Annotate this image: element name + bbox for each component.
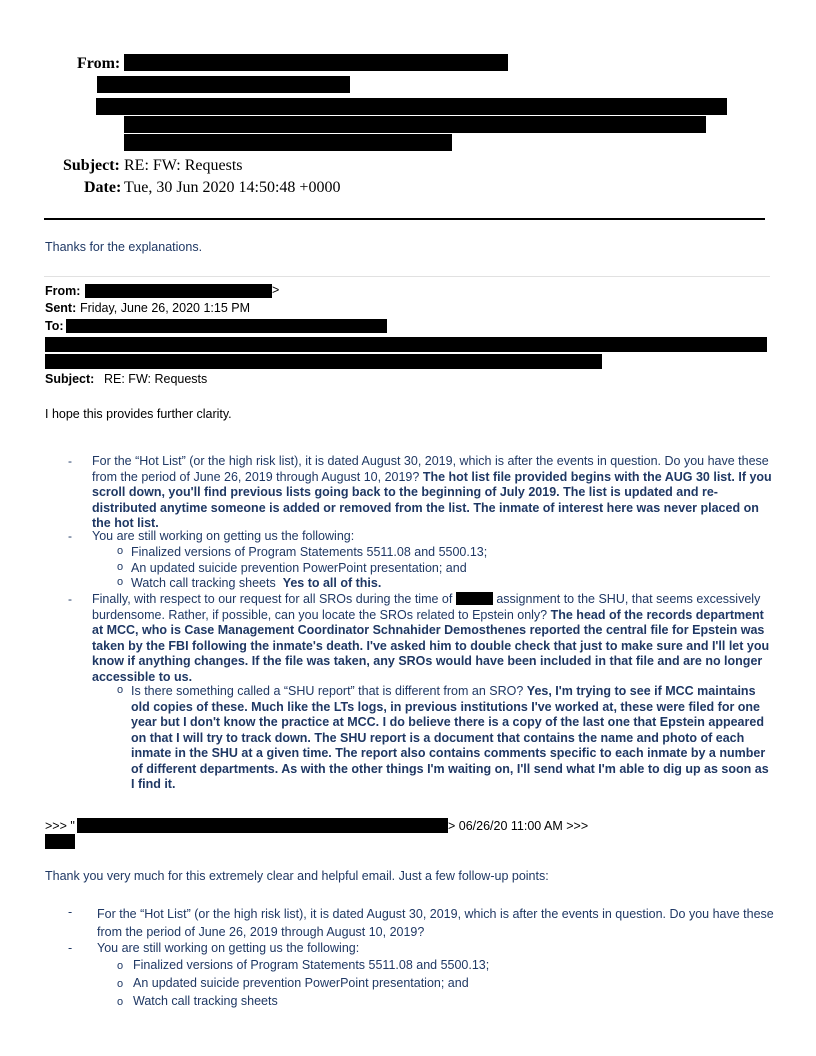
date-label: Date: [84, 179, 122, 196]
subject-value: RE: FW: Requests [124, 157, 243, 174]
quoted2-prefix: >>> " [45, 819, 75, 833]
sub-bullet-marker: o [117, 545, 124, 557]
sub-bullet-marker: o [117, 576, 124, 588]
redaction [97, 76, 350, 93]
quote-divider [44, 276, 770, 277]
sub-bullet-marker: o [117, 561, 124, 573]
redaction [45, 337, 767, 352]
sub-bullet-powerpoint: An updated suicide prevention PowerPoint presentation; and [131, 561, 467, 575]
quoted-from-suffix: > [272, 283, 280, 297]
redaction [45, 354, 602, 369]
sub-bullet-marker: o [117, 978, 124, 990]
quoted-intro: I hope this provides further clarity. [45, 407, 232, 421]
bullet-dash: - [68, 941, 73, 955]
redaction [77, 818, 448, 833]
quoted-from-label: From: [45, 284, 81, 298]
quoted2-bullet-hot-list: For the “Hot List” (or the high risk list), it is dated August 30, 2019, which is after the events in question. Do you have these from the period of June 26, 2019 through August 10, 2019? [97, 907, 774, 939]
sub-bullet-shu-answer: Yes, I'm trying to see if MCC maintains old copies of these. Much like the LTs logs, in previous institutions I've worked at, these were filed for one year but I don't know the practice at MCC. I do believe there is a copy of the last one that Epstein appeared on that I will try to track down. The SHU report is a document that contains the name and photo of each inmate in the SHU at a given time. The report also contains comments specific to each inmate by a number of different departments. As with the other things I'm waiting on, I'll send what I'm able to dig up as soon as I find it. [131, 684, 769, 791]
bullet-dash: - [68, 529, 72, 543]
bullet-hot-list [92, 454, 772, 532]
bullet-dash: - [68, 592, 72, 606]
redaction [456, 592, 493, 605]
redaction [124, 134, 452, 151]
bullet-sros-part1: Finally, with respect to our request for all SROs during the time of [92, 592, 453, 606]
redaction [66, 319, 387, 333]
from-label: From: [77, 55, 121, 72]
quoted-sent-label: Sent: [45, 301, 77, 315]
quoted2-suffix: > 06/26/20 11:00 AM >>> [448, 819, 589, 833]
sub-bullet-marker: o [117, 996, 124, 1008]
redaction [124, 116, 706, 133]
sub-bullet-program-statements: Finalized versions of Program Statements 5511.08 and 5500.13; [131, 545, 488, 559]
quoted-sent-value: Friday, June 26, 2020 1:15 PM [80, 301, 251, 315]
quoted2-sub-watch-call: Watch call tracking sheets [133, 994, 278, 1008]
bullet-working: You are still working on getting us the following: [92, 529, 355, 543]
sub-bullet-shu-question: Is there something called a “SHU report” that is different from an SRO? [131, 684, 524, 698]
bullet-sros-answer: The head of the records department at MCC, who is Case Management Coordinator Schnahider Demosthenes reported the central file for Epstein was taken by the FBI following the inmate's death. I've asked him to double check that just to make sure and I'll let you know if anything changes. If the file was taken, any SROs would have been included in that file and are no longer accessible to us. [92, 607, 770, 684]
quoted-subject-label: Subject: [45, 372, 95, 386]
bullet-sros [92, 592, 776, 685]
redaction [96, 98, 727, 115]
reply-text: Thanks for the explanations. [45, 240, 203, 254]
header-divider [44, 218, 765, 220]
bullet-sros-part2: assignment to the SHU, that seems excessively burdensome. Rather, if possible, can you locate the SROs related to Epstein only? [92, 592, 761, 622]
quoted2-sub-powerpoint: An updated suicide prevention PowerPoint presentation; and [133, 976, 469, 990]
bullet-hot-list-answer: The hot list file provided begins with the AUG 30 list. If you scroll down, you'll find previous lists going back to the beginning of July 2019. The list is updated and re-distributed anytime someone is added or removed from the list. The inmate of interest here was never placed on the hot list. [92, 469, 772, 530]
redaction [85, 284, 272, 298]
redaction [124, 54, 508, 71]
quoted-to-label: To: [45, 319, 64, 333]
redaction [45, 834, 75, 849]
bullet-dash: - [68, 905, 73, 919]
sub-bullet-shu-report [131, 684, 771, 793]
bullet-dash: - [68, 454, 72, 468]
quoted2-bullet-working: You are still working on getting us the following: [97, 941, 360, 955]
sub-bullet-marker: o [117, 960, 124, 972]
sub-bullet-watch-call-text: Watch call tracking sheets [131, 576, 276, 590]
quoted-subject-value: RE: FW: Requests [104, 372, 208, 386]
quoted2-intro: Thank you very much for this extremely clear and helpful email. Just a few follow-up points: [45, 869, 549, 883]
sub-bullet-watch-call [131, 576, 731, 592]
bullet-hot-list-question: For the “Hot List” (or the high risk list), it is dated August 30, 2019, which is after the events in question. Do you have these from the period of June 26, 2019 through August 10, 2019? [92, 454, 769, 484]
quoted2-sub-program-statements: Finalized versions of Program Statements 5511.08 and 5500.13; [133, 958, 490, 972]
subject-label: Subject: [63, 157, 120, 174]
date-value: Tue, 30 Jun 2020 14:50:48 +0000 [124, 179, 341, 196]
sub-bullet-watch-call-answer: Yes to all of this. [282, 576, 382, 590]
sub-bullet-marker: o [117, 684, 124, 696]
